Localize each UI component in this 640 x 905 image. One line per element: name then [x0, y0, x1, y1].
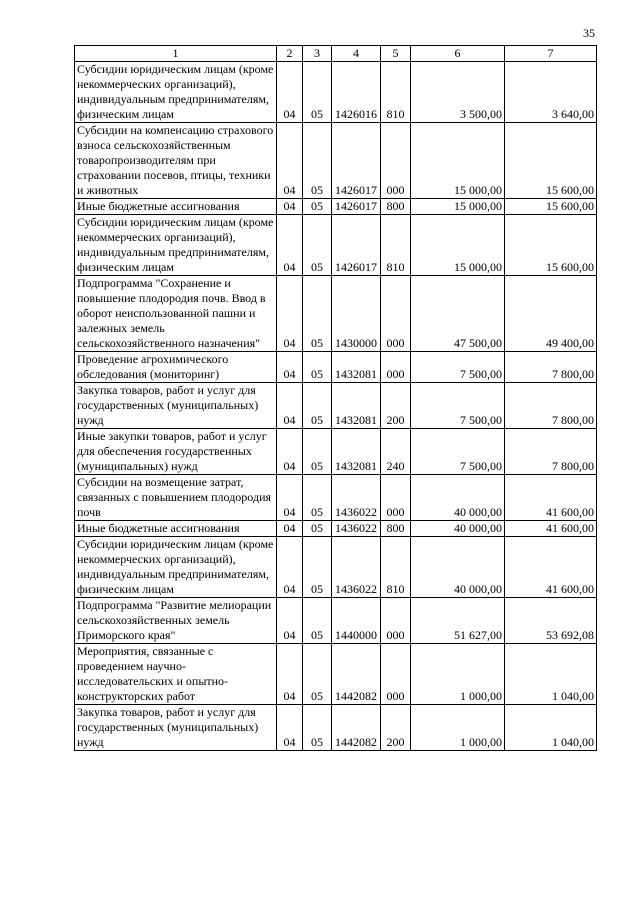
amount-year2-cell: 53 692,08: [505, 598, 597, 644]
amount-year2-cell: 15 600,00: [505, 123, 597, 199]
section-code-cell: 04: [277, 475, 303, 521]
expense-type-code-cell: 240: [381, 429, 411, 475]
table-header-row: [75, 46, 597, 62]
amount-year1-cell: 3 500,00: [411, 62, 505, 123]
subsection-code-cell: 05: [303, 705, 332, 751]
section-code-cell: 04: [277, 644, 303, 705]
column-header: 3: [303, 46, 332, 62]
amount-year1-cell: 7 500,00: [411, 352, 505, 383]
column-header: 7: [505, 46, 597, 62]
table-row: [75, 383, 597, 429]
amount-year1-cell: 1 000,00: [411, 644, 505, 705]
amount-year1-cell: 7 500,00: [411, 429, 505, 475]
table-row: [75, 598, 597, 644]
table-row: [75, 644, 597, 705]
subsection-code-cell: 05: [303, 537, 332, 598]
section-code-cell: 04: [277, 521, 303, 537]
row-name-cell: Иные бюджетные ассигнования: [75, 521, 277, 537]
expense-type-code-cell: 000: [381, 644, 411, 705]
subsection-code-cell: 05: [303, 352, 332, 383]
section-code-cell: 04: [277, 62, 303, 123]
target-item-code-cell: 1426017: [332, 199, 381, 215]
target-item-code-cell: 1426017: [332, 123, 381, 199]
section-code-cell: 04: [277, 598, 303, 644]
expense-type-code-cell: 000: [381, 475, 411, 521]
table-row: [75, 521, 597, 537]
amount-year2-cell: 15 600,00: [505, 215, 597, 276]
table-row: [75, 276, 597, 352]
table-row: [75, 475, 597, 521]
amount-year2-cell: 41 600,00: [505, 537, 597, 598]
subsection-code-cell: 05: [303, 123, 332, 199]
target-item-code-cell: 1436022: [332, 521, 381, 537]
table-row: [75, 537, 597, 598]
subsection-code-cell: 05: [303, 383, 332, 429]
expense-type-code-cell: 200: [381, 383, 411, 429]
amount-year1-cell: 1 000,00: [411, 705, 505, 751]
row-name-cell: Закупка товаров, работ и услуг для государственных (муниципальных) нужд: [75, 705, 277, 751]
table-row: [75, 705, 597, 751]
row-name-cell: Субсидии юридическим лицам (кроме некоммерческих организаций), индивидуальным предпринимателям, физическим лицам: [75, 215, 277, 276]
amount-year1-cell: 51 627,00: [411, 598, 505, 644]
target-item-code-cell: 1442082: [332, 644, 381, 705]
expense-type-code-cell: 000: [381, 123, 411, 199]
row-name-cell: Субсидии юридическим лицам (кроме некоммерческих организаций), индивидуальным предпринимателям, физическим лицам: [75, 62, 277, 123]
table-row: [75, 62, 597, 123]
target-item-code-cell: 1436022: [332, 537, 381, 598]
section-code-cell: 04: [277, 199, 303, 215]
amount-year1-cell: 15 000,00: [411, 199, 505, 215]
amount-year2-cell: 41 600,00: [505, 475, 597, 521]
section-code-cell: 04: [277, 705, 303, 751]
amount-year2-cell: 49 400,00: [505, 276, 597, 352]
section-code-cell: 04: [277, 429, 303, 475]
target-item-code-cell: 1440000: [332, 598, 381, 644]
amount-year1-cell: 15 000,00: [411, 215, 505, 276]
table-row: [75, 429, 597, 475]
section-code-cell: 04: [277, 276, 303, 352]
amount-year1-cell: 40 000,00: [411, 521, 505, 537]
column-header: 6: [411, 46, 505, 62]
budget-table: [74, 45, 597, 751]
target-item-code-cell: 1426016: [332, 62, 381, 123]
amount-year2-cell: 7 800,00: [505, 429, 597, 475]
amount-year2-cell: 41 600,00: [505, 521, 597, 537]
expense-type-code-cell: 810: [381, 62, 411, 123]
subsection-code-cell: 05: [303, 276, 332, 352]
amount-year1-cell: 15 000,00: [411, 123, 505, 199]
table-row: [75, 215, 597, 276]
table-row: [75, 199, 597, 215]
row-name-cell: Субсидии юридическим лицам (кроме некоммерческих организаций), индивидуальным предпринимателям, физическим лицам: [75, 537, 277, 598]
amount-year1-cell: 7 500,00: [411, 383, 505, 429]
column-header: 4: [332, 46, 381, 62]
expense-type-code-cell: 800: [381, 199, 411, 215]
column-header: 1: [75, 46, 277, 62]
page-number: 35: [583, 26, 595, 40]
subsection-code-cell: 05: [303, 62, 332, 123]
row-name-cell: Мероприятия, связанные с проведением научно-исследовательских и опытно-конструкторских работ: [75, 644, 277, 705]
expense-type-code-cell: 800: [381, 521, 411, 537]
target-item-code-cell: 1432081: [332, 429, 381, 475]
row-name-cell: Проведение агрохимического обследования (мониторинг): [75, 352, 277, 383]
table-row: [75, 352, 597, 383]
expense-type-code-cell: 000: [381, 276, 411, 352]
table-row: [75, 123, 597, 199]
subsection-code-cell: 05: [303, 475, 332, 521]
expense-type-code-cell: 000: [381, 598, 411, 644]
target-item-code-cell: 1432081: [332, 383, 381, 429]
section-code-cell: 04: [277, 123, 303, 199]
amount-year1-cell: 47 500,00: [411, 276, 505, 352]
subsection-code-cell: 05: [303, 598, 332, 644]
section-code-cell: 04: [277, 352, 303, 383]
amount-year1-cell: 40 000,00: [411, 537, 505, 598]
amount-year1-cell: 40 000,00: [411, 475, 505, 521]
target-item-code-cell: 1430000: [332, 276, 381, 352]
amount-year2-cell: 15 600,00: [505, 199, 597, 215]
row-name-cell: Закупка товаров, работ и услуг для государственных (муниципальных) нужд: [75, 383, 277, 429]
section-code-cell: 04: [277, 537, 303, 598]
subsection-code-cell: 05: [303, 644, 332, 705]
expense-type-code-cell: 810: [381, 215, 411, 276]
row-name-cell: Субсидии на возмещение затрат, связанных с повышением плодородия почв: [75, 475, 277, 521]
amount-year2-cell: 3 640,00: [505, 62, 597, 123]
target-item-code-cell: 1436022: [332, 475, 381, 521]
column-header: 2: [277, 46, 303, 62]
target-item-code-cell: 1432081: [332, 352, 381, 383]
row-name-cell: Подпрограмма "Сохранение и повышение плодородия почв. Ввод в оборот неиспользованной пашни и залежных земель сельскохозяйственного назначения": [75, 276, 277, 352]
row-name-cell: Субсидии на компенсацию страхового взноса сельскохозяйственным товаропроизводителям при страховании посевов, птицы, техники и животных: [75, 123, 277, 199]
amount-year2-cell: 1 040,00: [505, 705, 597, 751]
row-name-cell: Подпрограмма "Развитие мелиорации сельскохозяйственных земель Приморского края": [75, 598, 277, 644]
target-item-code-cell: 1426017: [332, 215, 381, 276]
column-header: 5: [381, 46, 411, 62]
subsection-code-cell: 05: [303, 521, 332, 537]
target-item-code-cell: 1442082: [332, 705, 381, 751]
section-code-cell: 04: [277, 215, 303, 276]
amount-year2-cell: 7 800,00: [505, 352, 597, 383]
expense-type-code-cell: 810: [381, 537, 411, 598]
amount-year2-cell: 7 800,00: [505, 383, 597, 429]
row-name-cell: Иные бюджетные ассигнования: [75, 199, 277, 215]
row-name-cell: Иные закупки товаров, работ и услуг для обеспечения государственных (муниципальных) нужд: [75, 429, 277, 475]
subsection-code-cell: 05: [303, 215, 332, 276]
expense-type-code-cell: 200: [381, 705, 411, 751]
section-code-cell: 04: [277, 383, 303, 429]
subsection-code-cell: 05: [303, 429, 332, 475]
subsection-code-cell: 05: [303, 199, 332, 215]
amount-year2-cell: 1 040,00: [505, 644, 597, 705]
expense-type-code-cell: 000: [381, 352, 411, 383]
